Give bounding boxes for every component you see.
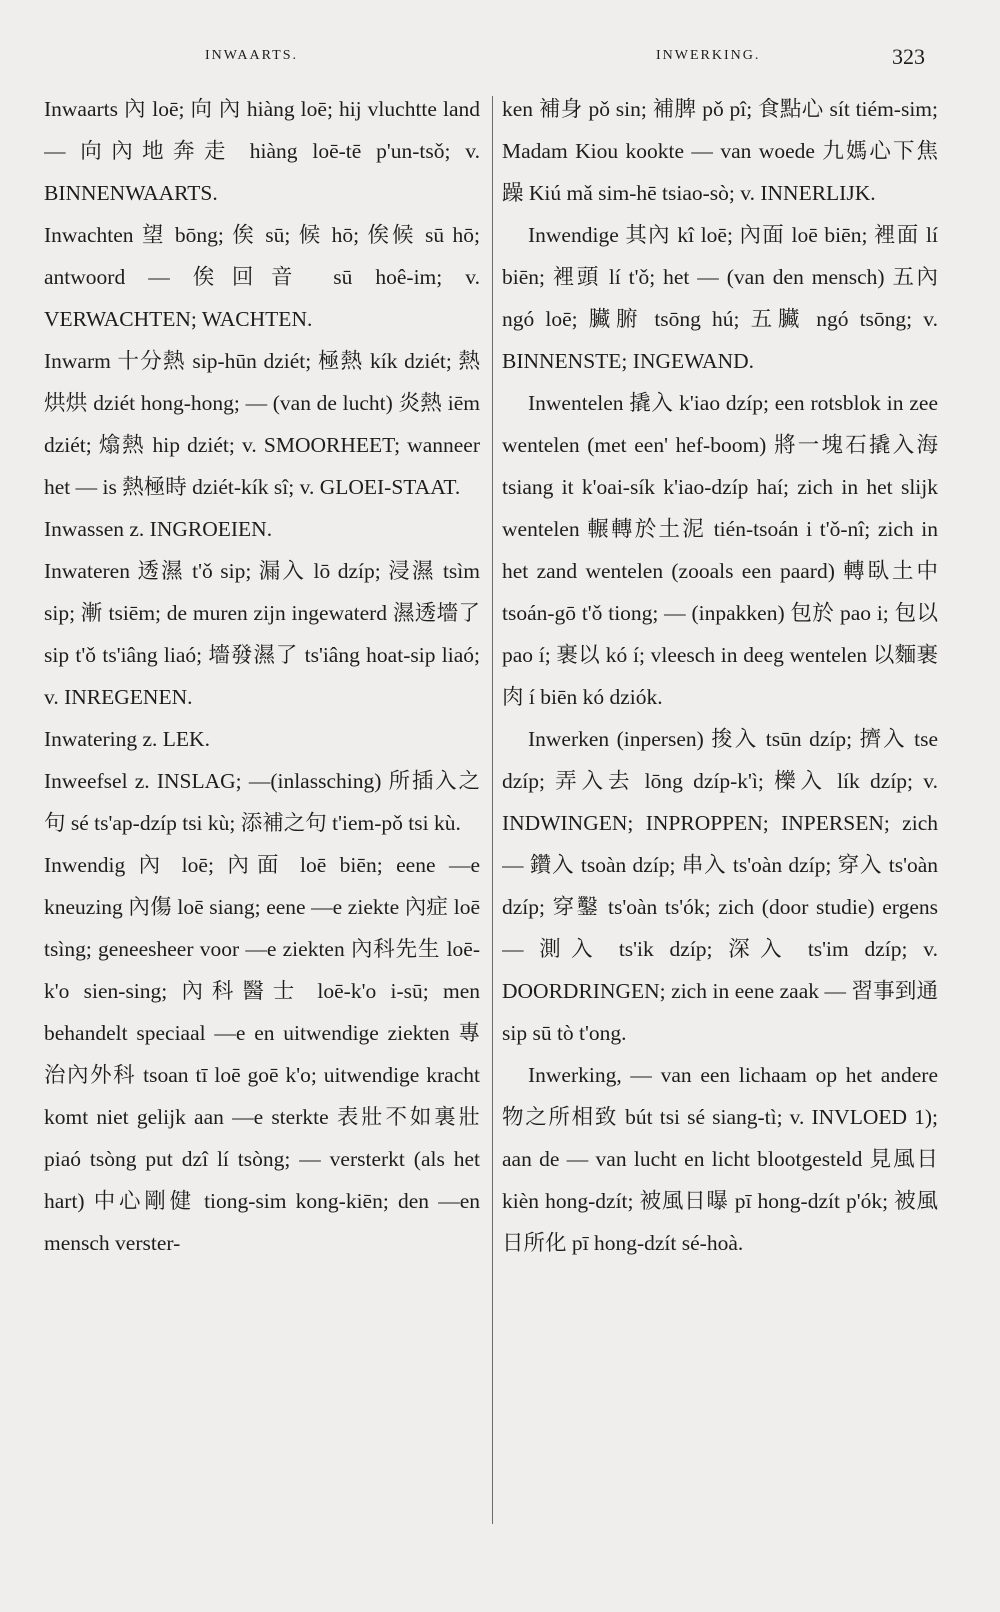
entry-inweefsel: Inweefsel z. INSLAG; —(inlassching) 所插入之句 sé ts'ap-dzíp tsi kù; 添補之句 t'iem-pǒ tsi kù. — [44, 769, 480, 835]
running-head — [0, 44, 1000, 74]
entry-inwerken: Inwerken (inpersen) 捘入 tsūn dzíp; 擠入 tse dzíp; 弄入去 lōng dzíp-k'ì; 櫟入 lík dzíp; v. INDWINGEN; INPROPPEN; INPERSEN; zich — 鑽入 tsoàn dzíp; 串入 ts'oàn dzíp; 穿入 ts'oàn dzíp; 穿鑿 ts'oàn ts'ók; zich (door studie) ergens — 測入 ts'ik dzíp; 深入 ts'im dzíp; v. DOORDRINGEN; zich in eene zaak — 習事到通 sip sū tò t'ong. — [502, 727, 938, 1045]
entry-inwassen: Inwassen z. INGROEIEN. — [44, 517, 273, 541]
entry-inwatering: Inwatering z. LEK. — [44, 727, 210, 751]
page-number: 323 — [892, 44, 925, 69]
entry-inwendige: Inwendige 其內 kî loē; 內面 loē biēn; 裡面 lí biēn; 裡頭 lí t'ǒ; het — (van den mensch) 五內 ngó loē; 臟腑 tsōng hú; 五臟 ngó tsōng; v. BINNENSTE; INGEWAND. — [502, 223, 938, 373]
entry-inwachten: Inwachten 望 bōng; 俟 sū; 候 hō; 俟候 sū hō; antwoord — 俟回音 sū hoê-im; v. VERWACHTEN; WACHTEN. — [44, 223, 480, 331]
entry-inwerking: Inwerking, — van een lichaam op het andere 物之所相致 bút tsi sé siang-tì; v. INVLOED 1); aan de — van lucht en licht blootgesteld 見風日 kièn hong-dzít; 被風日曝 pī hong-dzít p'ók; 被風日所化 pī hong-dzít sé-hoà. — [502, 1063, 938, 1255]
right-column — [502, 88, 938, 1588]
left-column — [44, 88, 480, 1588]
column-divider — [492, 96, 493, 1524]
entry-inwentelen: Inwentelen 撬入 k'iao dzíp; een rotsblok in zee wentelen (met een' hef-boom) 將一塊石撬入海 tsiang it k'oai-sík k'iao-dzíp haí; zich in het slijk wentelen 輾轉於土泥 tién-tsoán i t'ǒ-nî; zich in het zand wentelen (zooals een paard) 轉臥土中 tsoán-gō t'ǒ tiong; — (inpakken) 包於 pao i; 包以 pao í; 裹以 kó í; vleesch in deeg wentelen 以麵裹肉 í biēn kó dziók. — [502, 391, 938, 709]
entry-inwaarts: Inwaarts 內 loē; 向 內 hiàng loē; hij vluchtte land— 向內地奔走 hiàng loē-tē p'un-tsǒ; v. BINNENWAARTS. — [44, 97, 480, 205]
entry-inwarm: Inwarm 十分熱 sip-hūn dziét; 極熱 kík dziét; 熱烘烘 dziét hong-hong; — (van de lucht) 炎熱 iēm dziét; 熻熱 hip dziét; v. SMOORHEET; wanneer het — is 熱極時 dziét-kík sî; v. GLOEI-STAAT. — [44, 349, 480, 499]
entry-continuation: ken 補身 pǒ sin; 補脾 pǒ pî; 食點心 sít tiém-sim; Madam Kiou kookte — van woede 九媽心下焦躁 Kiú mǎ sim-hē tsiao-sò; v. INNERLIJK. — [502, 97, 938, 205]
running-head-left: INWAARTS. — [205, 48, 298, 63]
running-head-right: INWERKING. — [656, 48, 761, 63]
entry-inwateren: Inwateren 透濕 t'ǒ sip; 漏入 lō dzíp; 浸濕 tsìm sip; 漸 tsiēm; de muren zijn ingewaterd 濕透墻了 sip t'ǒ ts'iâng liaó; 墻發濕了 ts'iâng hoat-sip liaó; v. INREGENEN. — [44, 559, 480, 709]
entry-inwendig: Inwendig 內 loē; 內面 loē biēn; eene —e kneuzing 內傷 loē siang; eene —e ziekte 內症 loē tsìng; geneesheer voor —e ziekten 內科先生 loē-k'o sien-sing; 內科醫士 loē-k'o i-sū; men behandelt speciaal —e en uitwendige ziekten 專治內外科 tsoan tī loē goē k'o; uitwendige kracht komt niet gelijk aan —e sterkte 表壯不如裏壯 piaó tsòng put dzî lí tsòng; — versterkt (als het hart) 中心剛健 tiong-sim kong-kiēn; den —en mensch verster- — [44, 853, 480, 1255]
